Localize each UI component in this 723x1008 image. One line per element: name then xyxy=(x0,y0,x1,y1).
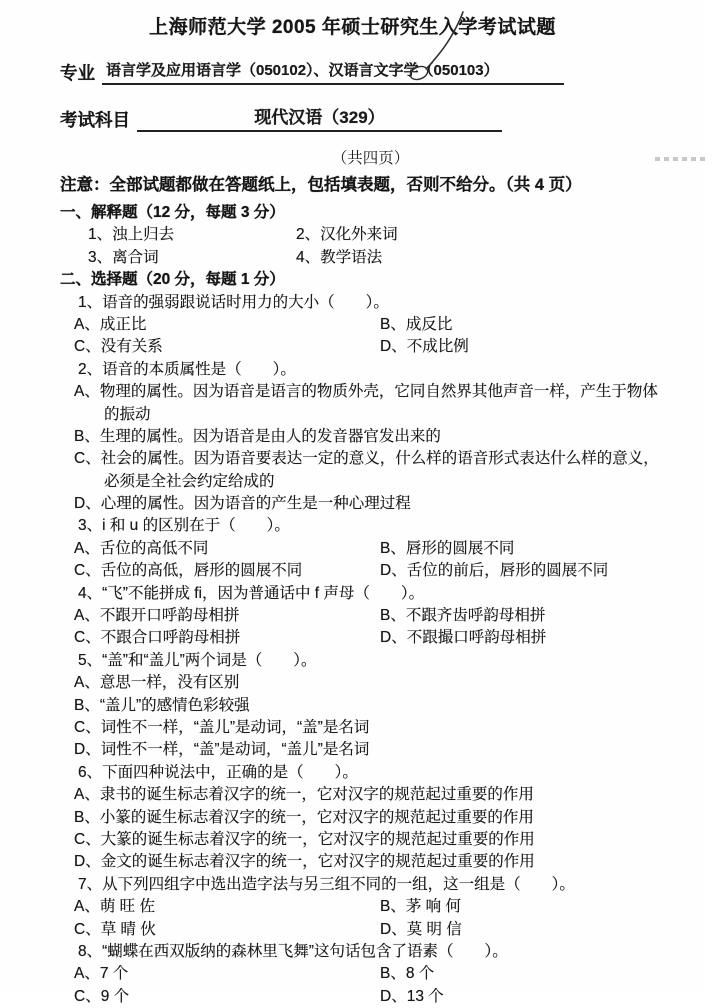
option-right: D、莫 明 信 xyxy=(380,920,462,938)
major-field-row xyxy=(60,59,660,85)
item-left: 1、浊上归去 xyxy=(88,226,175,244)
option-left: C、没有关系 xyxy=(74,338,163,356)
section-heading: 二、选择题（20 分，每题 1 分） xyxy=(60,271,285,289)
option-line: A、意思一样，没有区别 xyxy=(74,674,240,692)
question-stem: 6、下面四种说法中，正确的是（ ）。 xyxy=(78,763,358,781)
option-pair-row xyxy=(60,919,685,941)
option-right: B、茅 响 何 xyxy=(380,898,461,916)
exam-notice: 注意：全部试题都做在答题纸上，包括填表题，否则不给分。（共 4 页） xyxy=(60,176,582,194)
option-line: C、社会的属性。因为语音要表达一定的意义，什么样的语音形式表达什么样的意义， xyxy=(74,450,659,468)
subject-field-row xyxy=(60,103,705,132)
option-pair-row xyxy=(60,538,685,560)
option-line: C、词性不一样，“盖儿”是动词，“盖”是名词 xyxy=(74,718,370,736)
option-line: D、金文的诞生标志着汉字的统一，它对汉字的规范起过重要的作用 xyxy=(74,853,535,871)
option-right: B、成反比 xyxy=(380,315,453,333)
option-left: A、不跟开口呼韵母相拼 xyxy=(74,607,240,625)
option-left: A、舌位的高低不同 xyxy=(74,539,209,557)
option-line-continuation: 的振动 xyxy=(104,405,151,423)
option-pair-row xyxy=(60,627,685,649)
question-stem: 8、“蝴蝶在西双版纳的森林里飞舞”这句话包含了语素（ ）。 xyxy=(78,942,508,960)
question-stem: 4、“飞”不能拼成 fi，因为普通话中 f 声母（ ）。 xyxy=(78,584,425,602)
subject-value: 现代汉语（329） xyxy=(137,103,502,132)
option-left: A、萌 旺 佐 xyxy=(74,898,155,916)
option-right: B、唇形的圆展不同 xyxy=(380,539,515,557)
option-right: D、不成比例 xyxy=(380,338,469,356)
option-right: B、不跟齐齿呼韵母相拼 xyxy=(380,607,546,625)
item-right: 4、教学语法 xyxy=(296,248,383,266)
option-line: A、物理的属性。因为语音是语言的物质外壳，它同自然界其他声音一样，产生于物体 xyxy=(74,383,658,401)
option-right: B、8 个 xyxy=(380,965,435,983)
page-title: 上海师范大学 2005 年硕士研究生入学考试试题 xyxy=(149,17,556,38)
item-right: 2、汉化外来词 xyxy=(296,226,398,244)
option-left: C、9 个 xyxy=(74,987,130,1005)
option-pair-row xyxy=(60,605,685,627)
option-pair-row xyxy=(60,314,685,336)
option-left: A、7 个 xyxy=(74,965,129,983)
option-left: A、成正比 xyxy=(74,315,147,333)
definition-item-row xyxy=(60,247,685,269)
option-line: B、生理的属性。因为语音是由人的发音器官发出来的 xyxy=(74,427,441,445)
option-right: D、13 个 xyxy=(380,987,444,1005)
option-line: D、心理的属性。因为语音的产生是一种心理过程 xyxy=(74,495,411,513)
option-right: D、不跟撮口呼韵母相拼 xyxy=(380,629,547,647)
scan-artifact-dashes xyxy=(655,157,705,161)
definition-item-row xyxy=(60,224,685,246)
major-value: 语言学及应用语言学（050102）、汉语言文字学（050103） xyxy=(102,59,564,85)
subject-label: 考试科目 xyxy=(60,110,130,130)
option-line: C、大篆的诞生标志着汉字的统一，它对汉字的规范起过重要的作用 xyxy=(74,830,535,848)
option-left: C、不跟合口呼韵母相拼 xyxy=(74,629,241,647)
question-stem: 5、“盖”和“盖儿”两个词是（ ）。 xyxy=(78,651,317,669)
option-line: D、词性不一样，“盖”是动词，“盖儿”是名词 xyxy=(74,741,370,759)
question-stem: 1、语音的强弱跟说话时用力的大小（ ）。 xyxy=(78,293,389,311)
section-heading: 一、解释题（12 分，每题 3 分） xyxy=(60,204,285,221)
question-stem: 7、从下列四组字中选出造字法与另三组不同的一组，这一组是（ ）。 xyxy=(78,875,575,893)
major-label: 专业 xyxy=(60,63,95,83)
option-right: D、舌位的前后，唇形的圆展不同 xyxy=(380,562,609,580)
option-left: C、草 晴 伙 xyxy=(74,920,156,938)
question-stem: 2、语音的本质属性是（ ）。 xyxy=(78,360,296,378)
question-stem: 3、i 和 u 的区别在于（ ）。 xyxy=(78,517,290,535)
option-line-continuation: 必须是全社会约定给成的 xyxy=(104,472,275,490)
option-pair-row xyxy=(60,336,685,358)
option-left: C、舌位的高低，唇形的圆展不同 xyxy=(74,562,303,580)
question-body xyxy=(60,202,685,1008)
option-pair-row xyxy=(60,560,685,582)
total-pages-note: （共四页） xyxy=(331,150,410,167)
option-pair-row xyxy=(60,963,685,985)
option-line: A、隶书的诞生标志着汉字的统一，它对汉字的规范起过重要的作用 xyxy=(74,786,534,804)
option-pair-row xyxy=(60,896,685,918)
option-pair-row xyxy=(60,986,685,1008)
option-line: B、“盖儿”的感情色彩较强 xyxy=(74,696,250,714)
option-line: B、小篆的诞生标志着汉字的统一，它对汉字的规范起过重要的作用 xyxy=(74,808,534,826)
item-left: 3、离合词 xyxy=(88,248,159,266)
